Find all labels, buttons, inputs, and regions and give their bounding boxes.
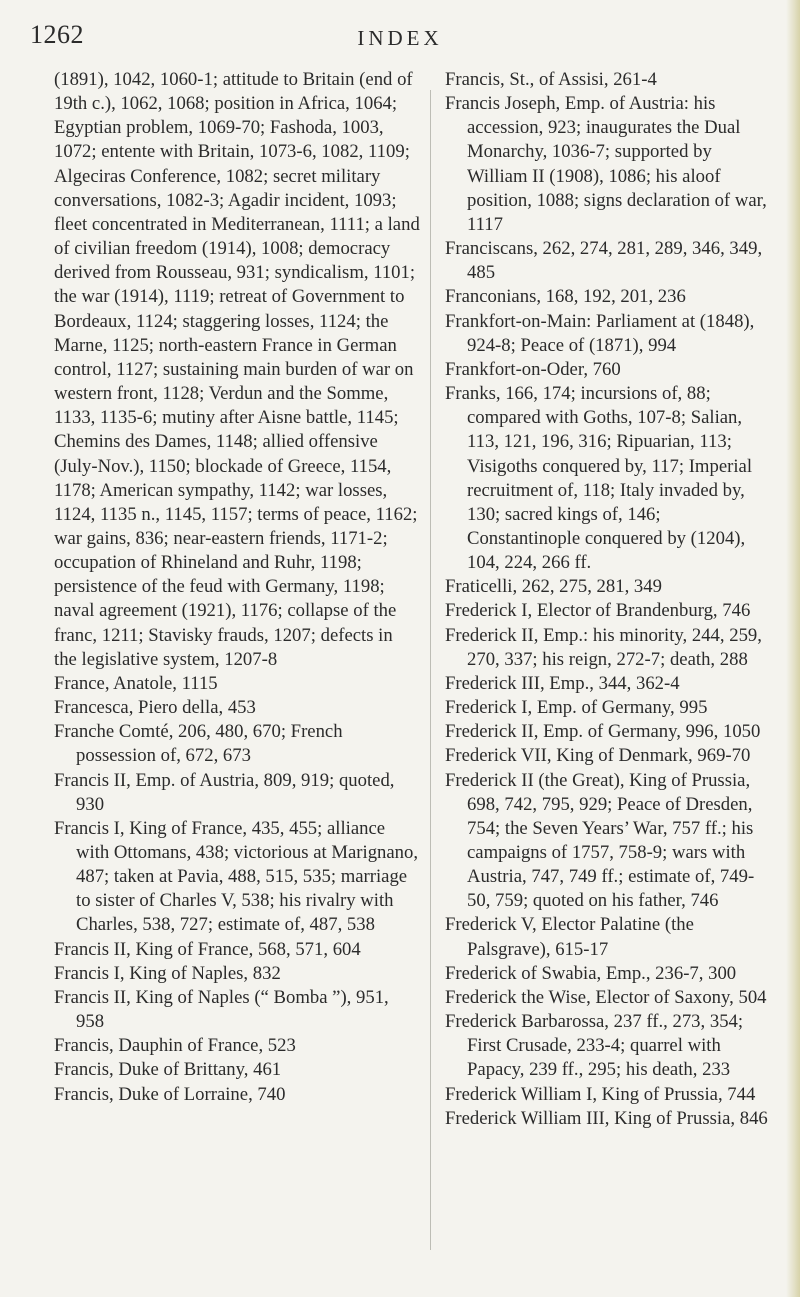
index-entry: Fraticelli, 262, 275, 281, 349 [445,576,662,598]
index-entry: Francis II, King of France, 568, 571, 604 [54,938,361,960]
index-entry: Francis II, King of Naples (“ Bomba ”), 951, 958 [54,986,389,1033]
index-entry: Frankfort-on-Main: Parliament at (1848), 924-8; Peace of (1871), 994 [445,310,755,356]
index-entry: Francis Joseph, Emp. of Austria: his accession, 923; inaugurates the Dual Monarchy, 1036-7; supported by William II (1908), 1086; his aloof position, 1088; signs declaration of war, 1117 [445,93,767,235]
index-entry: Frederick William III, King of Prussia, 846 [445,1107,768,1129]
index-column-left [54,68,420,1107]
index-entry: Frederick Barbarossa, 237 ff., 273, 354; First Crusade, 233-4; quarrel with Papacy, 239 ff., 295; his death, 233 [445,1011,744,1081]
index-entry: Frederick I, Elector of Brandenburg, 746 [445,600,751,622]
index-entry: (1891), 1042, 1060-1; attitude to Britain (end of 19th c.), 1062, 1068; position in Africa, 1064; Egyptian problem, 1069-70; Fashoda, 1003, 1072; entente with Britain, 1073-6, 1082, 1109; Algeciras Conference, 1082; secret military conversations, 1082-3; Agadir incident, 1093; fleet concentrated in Mediterranean, 1111; a land of civilian freedom (1914), 1008; democracy derived from Rousseau, 931; syndicalism, 1101; the war (1914), 1119; retreat of Government to Bordeaux, 1124; staggering losses, 1124; the Marne, 1125; north-eastern France in German control, 1127; sustaining main burden of war on western front, 1128; Verdun and the Somme, 1133, 1135-6; mutiny after Aisne battle, 1145; Chemins des Dames, 1148; allied offensive (July-Nov.), 1150; blockade of Greece, 1154, 1178; American sympathy, 1142; war losses, 1124, 1135 n., 1145, 1157; terms of peace, 1162; war gains, 836; near-eastern friends, 1171-2; occupation of Rhineland and Ruhr, 1198; persistence of the feud with Germany, 1198; naval agreement (1921), 1176; collapse of the franc, 1211; Stavisky frauds, 1207; defects in the legislative system, 1207-8 [54,69,420,670]
index-entry: Francis I, King of France, 435, 455; alliance with Ottomans, 438; victorious at Marignano, 487; taken at Pavia, 488, 515, 535; marriage to sister of Charles V, 538; his rivalry with Charles, 538, 727; estimate of, 487, 538 [54,817,419,936]
running-head: INDEX [357,26,443,50]
index-entry: Frederick of Swabia, Emp., 236-7, 300 [445,962,737,984]
index-entry: Francis II, Emp. of Austria, 809, 919; quoted, 930 [54,769,395,815]
index-column-right [445,68,775,1131]
page-number: 1262 [30,20,84,49]
index-entry: Francis, Dauphin of France, 523 [54,1035,296,1057]
index-entry: Frederick V, Elector Palatine (the Palsgrave), 615-17 [445,914,694,960]
index-entry: Francesca, Piero della, 453 [54,697,256,719]
index-entry: Francis I, King of Naples, 832 [54,962,281,984]
index-entry: Francis, Duke of Lorraine, 740 [54,1083,286,1105]
index-entry: Frederick III, Emp., 344, 362-4 [445,672,680,694]
index-entry: Frederick the Wise, Elector of Saxony, 504 [445,986,767,1008]
index-entry: Frankfort-on-Oder, 760 [445,358,621,380]
page-edge [786,0,800,1297]
index-entry: Franks, 166, 174; incursions of, 88; compared with Goths, 107-8; Salian, 113, 121, 196, 316; Ripuarian, 113; Visigoths conquered by, 117; Imperial recruitment of, 118; Italy invaded by, 130; sacred kings of, 146; Constantinople conquered by (1204), 104, 224, 266 ff. [445,383,753,574]
index-entry: Frederick I, Emp. of Germany, 995 [445,697,708,719]
column-divider [430,90,431,1250]
index-entry: Francis, St., of Assisi, 261-4 [445,69,657,90]
index-entry: Frederick VII, King of Denmark, 969-70 [445,745,751,767]
index-entry: Frederick William I, King of Prussia, 744 [445,1083,756,1105]
index-entry: Frederick II (the Great), King of Prussia, 698, 742, 795, 929; Peace of Dresden, 754; the Seven Years’ War, 757 ff.; his campaigns of 1757, 758-9; wars with Austria, 747, 749 ff.; estimate of, 749-50, 759; quoted on his father, 746 [445,769,755,912]
index-entry: Franciscans, 262, 274, 281, 289, 346, 349, 485 [445,238,763,284]
page-header [0,14,800,54]
index-entry: Franconians, 168, 192, 201, 236 [445,286,686,308]
index-entry: Frederick II, Emp. of Germany, 996, 1050 [445,721,761,743]
index-entry: France, Anatole, 1115 [54,672,218,694]
index-entry: Frederick II, Emp.: his minority, 244, 259, 270, 337; his reign, 272-7; death, 288 [445,624,762,670]
index-entry: Francis, Duke of Brittany, 461 [54,1059,282,1081]
index-entry: Franche Comté, 206, 480, 670; French possession of, 672, 673 [54,721,343,767]
